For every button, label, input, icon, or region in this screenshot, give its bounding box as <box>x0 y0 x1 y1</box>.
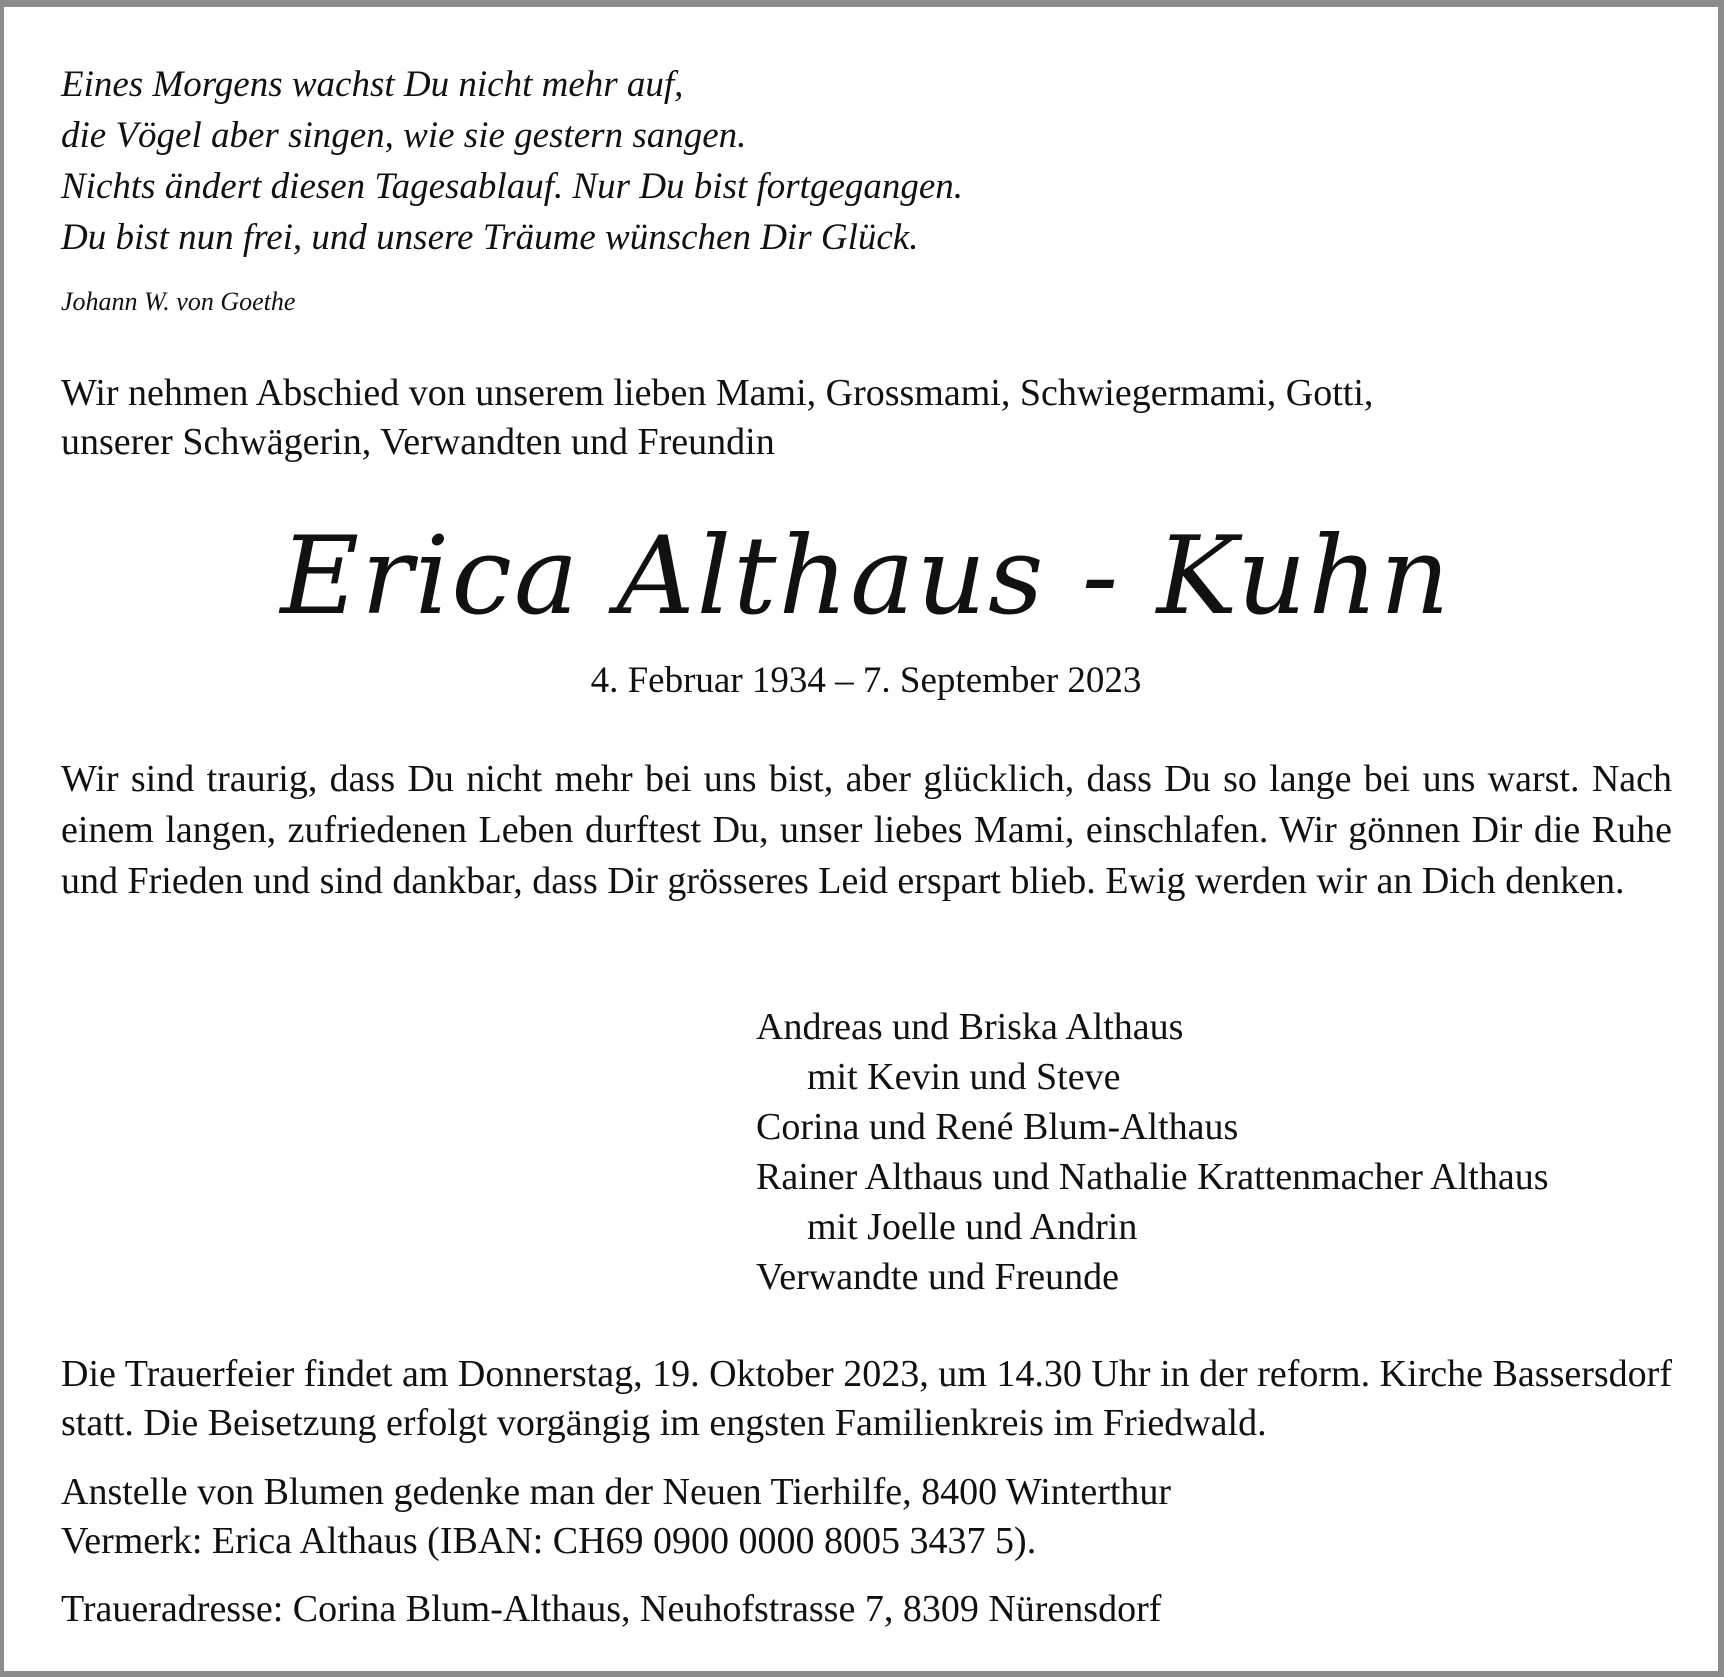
ceremony-info: Die Trauerfeier findet am Donnerstag, 19. Oktober 2023, um 14.30 Uhr in der reform. Kirche Bassersdorf statt. Die Beisetzung erfolgt vorgängig im engsten Familienkreis im Friedwald. <box>61 1353 1672 1444</box>
poem-line: Du bist nun frei, und unsere Träume wünschen Dir Glück. <box>61 217 919 258</box>
donation-info <box>61 1468 1672 1566</box>
poem-line: Nichts ändert diesen Tagesablauf. Nur Du bist fortgegangen. <box>61 166 964 207</box>
farewell-intro-line: Wir nehmen Abschied von unserem lieben Mami, Grossmami, Schwiegermami, Gotti, <box>61 372 1374 414</box>
donation-line: Anstelle von Blumen gedenke man der Neuen Tierhilfe, 8400 Winterthur <box>61 1471 1172 1513</box>
mourner-entry: Corina und René Blum-Althaus <box>756 1106 1239 1148</box>
farewell-intro-line: unserer Schwägerin, Verwandten und Freundin <box>61 421 775 463</box>
mourner-entry: Rainer Althaus und Nathalie Krattenmacher Althaus <box>756 1156 1549 1198</box>
poem-author: Johann W. von Goethe <box>61 287 296 316</box>
deceased-name: Erica Althaus - Kuhn <box>280 514 1452 639</box>
mourners-list <box>756 1002 1686 1302</box>
mourner-entry: mit Kevin und Steve <box>807 1056 1121 1098</box>
mourner-entry: mit Joelle und Andrin <box>807 1206 1138 1248</box>
mourning-address: Traueradresse: Corina Blum-Althaus, Neuhofstrasse 7, 8309 Nürensdorf <box>61 1588 1162 1630</box>
poem <box>61 59 1161 263</box>
poem-line: die Vögel aber singen, wie sie gestern sangen. <box>61 115 747 156</box>
donation-line: Vermerk: Erica Althaus (IBAN: CH69 0900 0000 8005 3437 5). <box>61 1520 1037 1562</box>
mourner-entry: Andreas und Briska Althaus <box>756 1006 1184 1048</box>
mourner-entry: Verwandte und Freunde <box>756 1256 1120 1298</box>
mourning-message: Wir sind traurig, dass Du nicht mehr bei uns bist, aber glücklich, dass Du so lange bei uns warst. Nach einem langen, zufriedenen Leben durftest Du, unser liebes Mami, einschlafen. Wir gönnen Dir die Ruhe und Frieden und sind dankbar, dass Dir grösseres Leid erspart blieb. Ewig werden wir an Dich denken. <box>61 758 1672 902</box>
life-dates: 4. Februar 1934 – 7. September 2023 <box>590 660 1142 701</box>
poem-line: Eines Morgens wachst Du nicht mehr auf, <box>61 64 684 105</box>
farewell-intro <box>61 369 1681 467</box>
